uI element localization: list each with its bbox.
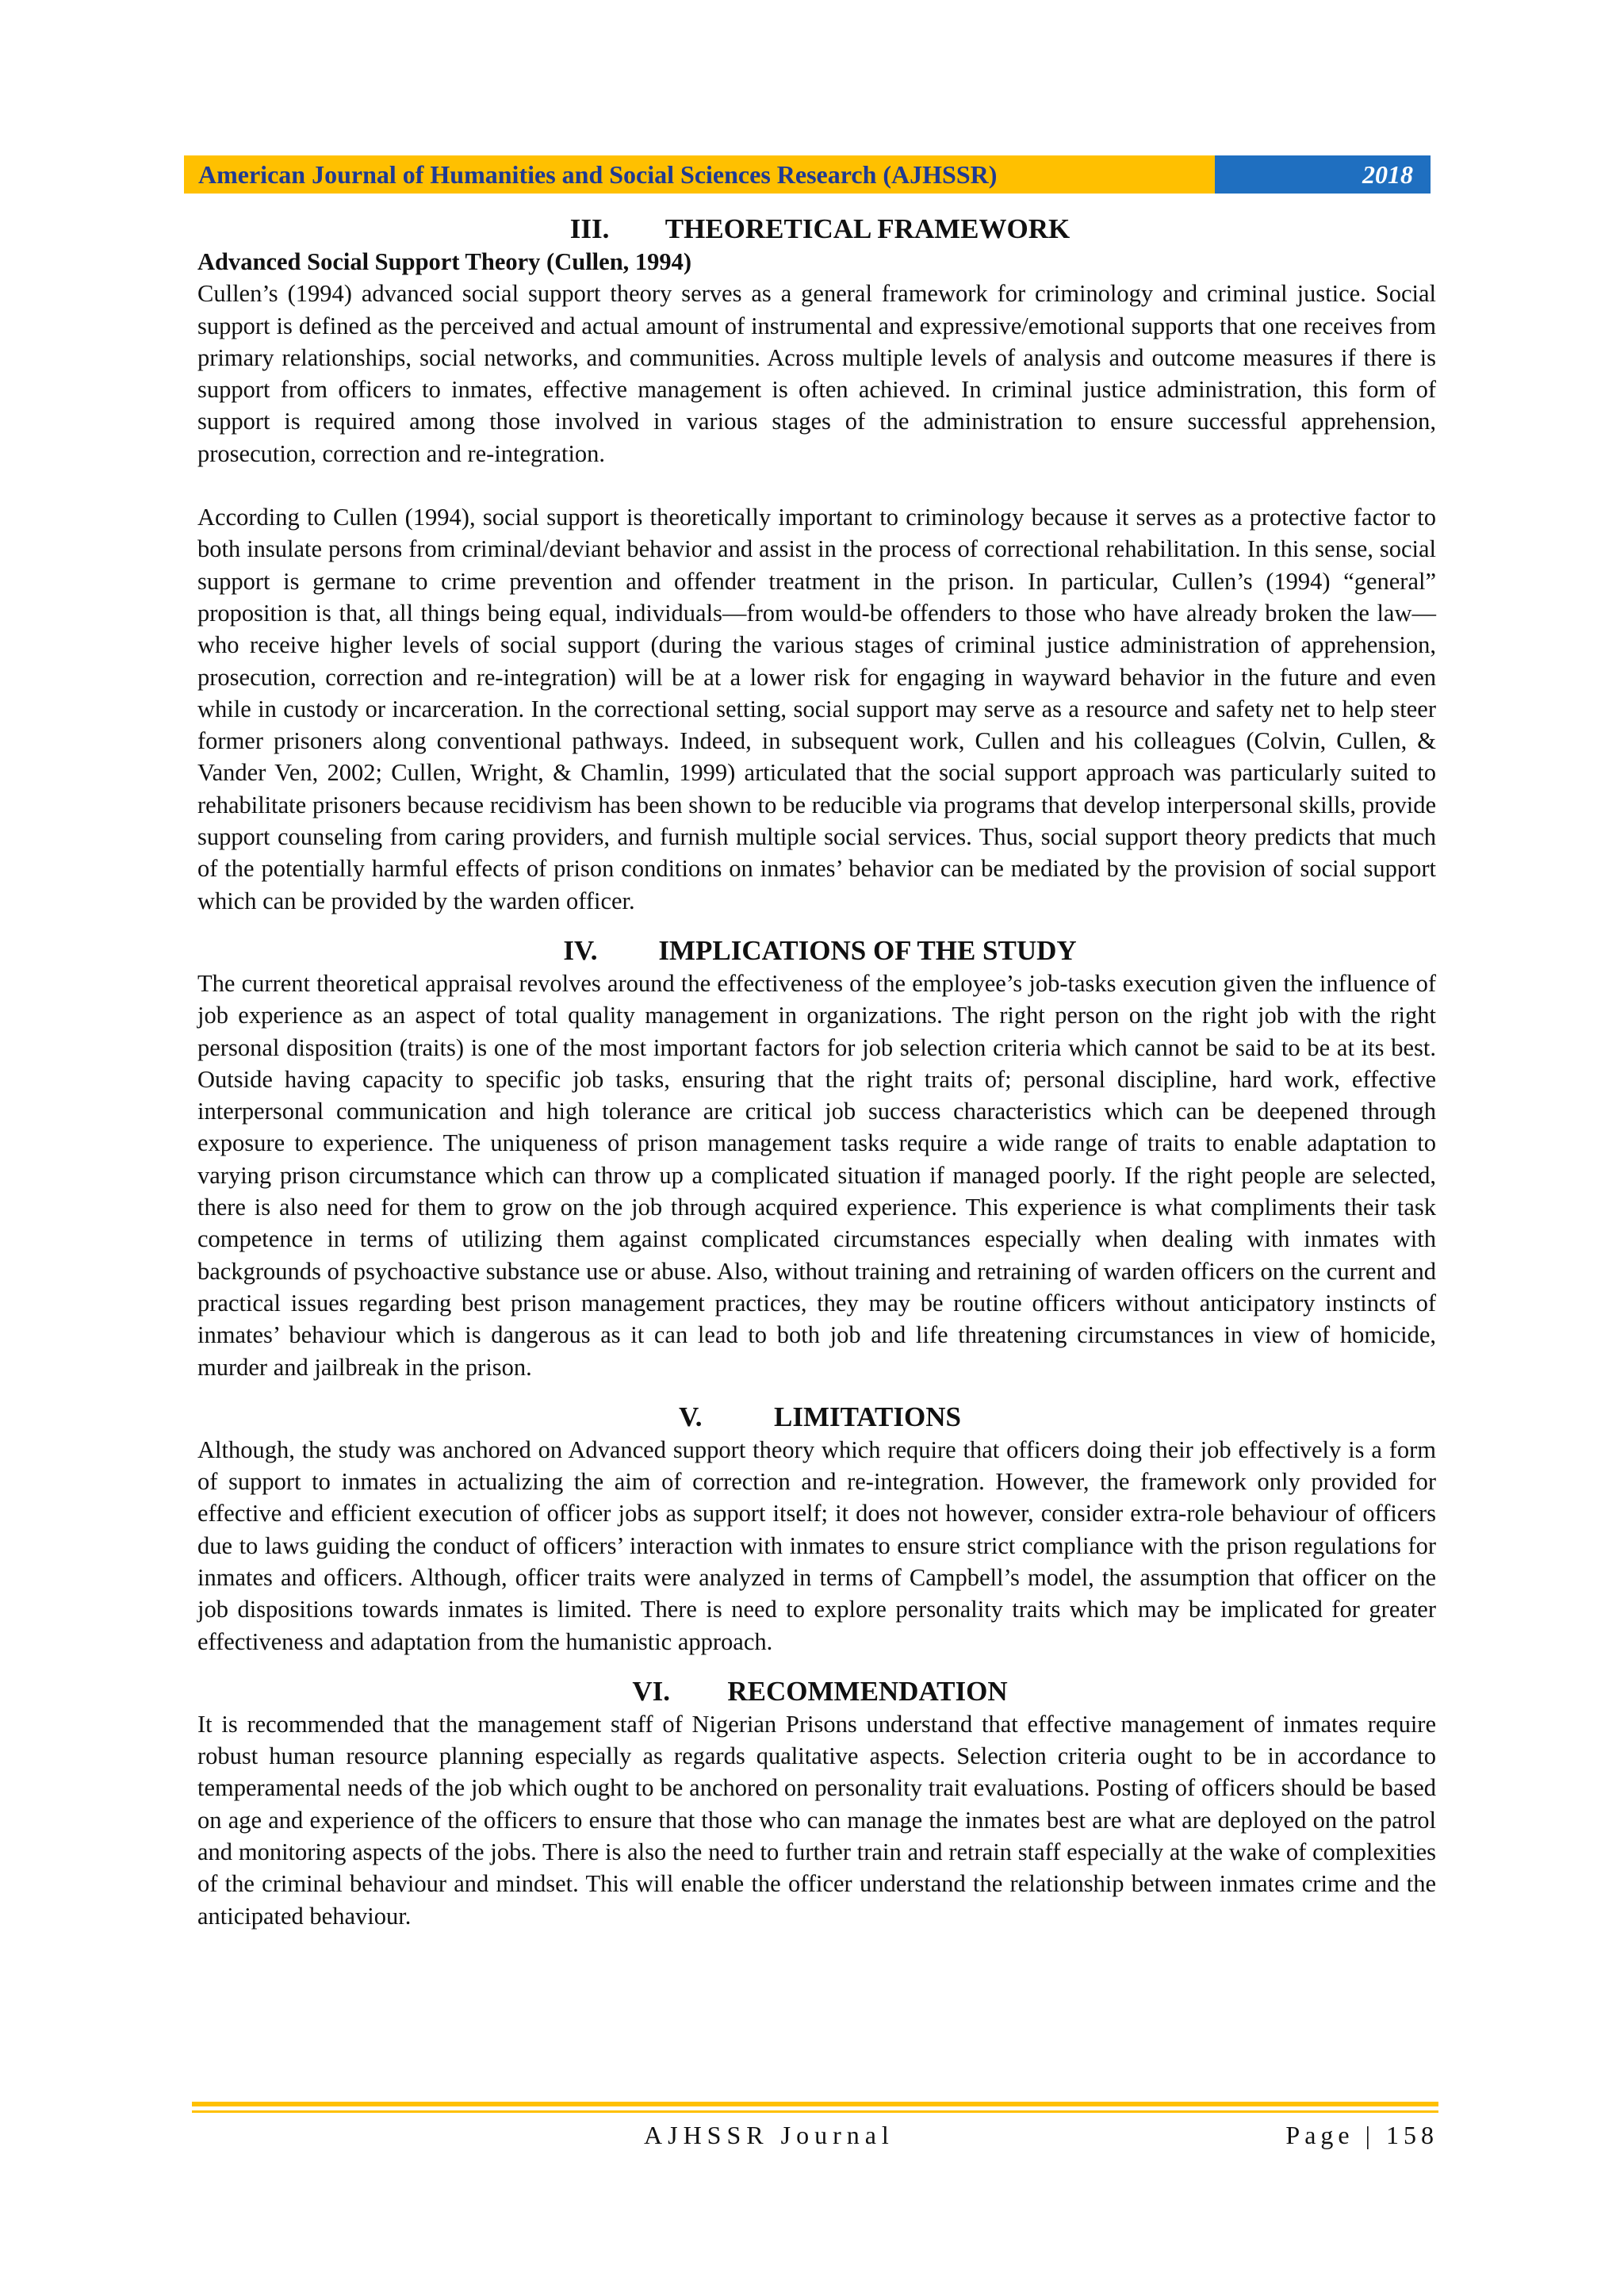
section-title: IMPLICATIONS OF THE STUDY	[658, 934, 1077, 966]
journal-header-bar	[184, 155, 1431, 194]
section-number: III.	[569, 213, 610, 244]
section-number: V.	[679, 1401, 703, 1432]
section-heading-limitations	[197, 1401, 1436, 1434]
paragraph-theoretical-1: Cullen’s (1994) advanced social support theory serves as a general framework for criminology and criminal justice. Social support is defined as the perceived and actual amount of instrumental and expressive/emotional supports that one receives from primary relationships, social networks, and communities. Across multiple levels of analysis and outcome measures if there is support from officers to inmates, effective management is often achieved. In criminal justice administration, this form of support is required among those involved in various stages of the administration to ensure successful apprehension, prosecution, correction and re-integration.	[197, 280, 1436, 467]
article-body	[197, 213, 1436, 1932]
section-title: LIMITATIONS	[774, 1401, 961, 1432]
section-heading-theoretical-framework	[197, 213, 1436, 246]
section-number: IV.	[563, 934, 598, 966]
subheading-advanced-social-support-theory: Advanced Social Support Theory (Cullen, 1994)	[197, 248, 692, 275]
section-heading-recommendation	[197, 1675, 1436, 1708]
paragraph-recommendation: It is recommended that the management staff of Nigerian Prisons understand that effective management of inmates require robust human resource planning especially as regards qualitative aspects. Selection criteria ought to be in accordance to temperamental needs of the job which ought to be anchored on personality trait evaluations. Posting of officers should be based on age and experience of the officers to ensure that those who can manage the inmates best are what are deployed on the patrol and monitoring aspects of the jobs. There is also the need to further train and retrain staff especially at the wake of complexities of the criminal behaviour and mindset. This will enable the officer understand the relationship between inmates crime and the anticipated behaviour.	[197, 1710, 1436, 1930]
paragraph-limitations: Although, the study was anchored on Advanced support theory which require that officers doing their job effectively is a form of support to inmates in actualizing the aim of correction and re-integration. However, the framework only provided for effective and efficient execution of officer jobs as support itself; it does not however, consider extra-role behaviour of officers due to laws guiding the conduct of officers’ interaction with inmates to ensure strict compliance with the prison regulations for inmates and officers. Although, officer traits were analyzed in terms of Campbell’s model, the assumption that officer on the job dispositions towards inmates is limited. There is need to explore personality traits which may be implicated for greater effectiveness and adaptation from the humanistic approach.	[197, 1435, 1436, 1655]
section-number: VI.	[632, 1675, 671, 1707]
footer-journal-name: AJHSSR Journal	[644, 2121, 894, 2149]
footer-page-number: Page | 158	[1285, 2121, 1438, 2149]
paragraph-implications: The current theoretical appraisal revolves around the effectiveness of the employee’s job-tasks execution given the influence of job experience as an aspect of total quality management in organizations. The right person on the right job with the right personal disposition (traits) is one of the most important factors for job selection criteria which cannot be said to be at its best. Outside having capacity to specific job tasks, ensuring that the right traits of; personal discipline, hard work, effective interpersonal communication and high tolerance are critical job success characteristics which can be deepened through exposure to experience. The uniqueness of prison management tasks require a wide range of traits to enable adaptation to varying prison circumstance which can throw up a complicated situation if managed poorly. If the right people are selected, there is also need for them to grow on the job through acquired experience. This experience is what compliments their task competence in terms of utilizing them against complicated circumstances especially when dealing with inmates with backgrounds of psychoactive substance use or abuse. Also, without training and retraining of warden officers on the current and practical issues regarding best prison management practices, they may be routine officers without anticipatory instincts of inmates’ behaviour which is dangerous as it can lead to both job and life threatening circumstances in view of homicide, murder and jailbreak in the prison.	[197, 969, 1436, 1381]
section-title: RECOMMENDATION	[727, 1675, 1008, 1707]
section-heading-implications	[197, 934, 1436, 968]
section-title: THEORETICAL FRAMEWORK	[665, 213, 1071, 244]
journal-title: American Journal of Humanities and Social Sciences Research (AJHSSR)	[184, 155, 1215, 194]
footer-divider	[192, 2102, 1438, 2113]
paragraph-theoretical-2: According to Cullen (1994), social support is theoretically important to criminology because it serves as a protective factor to both insulate persons from criminal/deviant behavior and assist in the process of correctional rehabilitation. In this sense, social support is germane to crime prevention and offender treatment in the prison. In particular, Cullen’s (1994) “general” proposition is that, all things being equal, individuals—from would-be offenders to those who have already broken the law—who receive higher levels of social support (during the various stages of criminal justice administration of apprehension, prosecution, correction and re-integration) will be at a lower risk for engaging in wayward behavior in the future and even while in custody or incarceration. In the correctional setting, social support may serve as a resource and safety net to help steer former prisoners along conventional pathways. Indeed, in subsequent work, Cullen and his colleagues (Colvin, Cullen, & Vander Ven, 2002; Cullen, Wright, & Chamlin, 1999) articulated that the social support approach was particularly suited to rehabilitate prisoners because recidivism has been shown to be reducible via programs that develop interpersonal skills, provide support counseling from caring providers, and furnish multiple social services. Thus, social support theory predicts that much of the potentially harmful effects of prison conditions on inmates’ behavior can be mediated by the provision of social support which can be provided by the warden officer.	[197, 504, 1436, 914]
journal-year: 2018	[1215, 155, 1431, 194]
